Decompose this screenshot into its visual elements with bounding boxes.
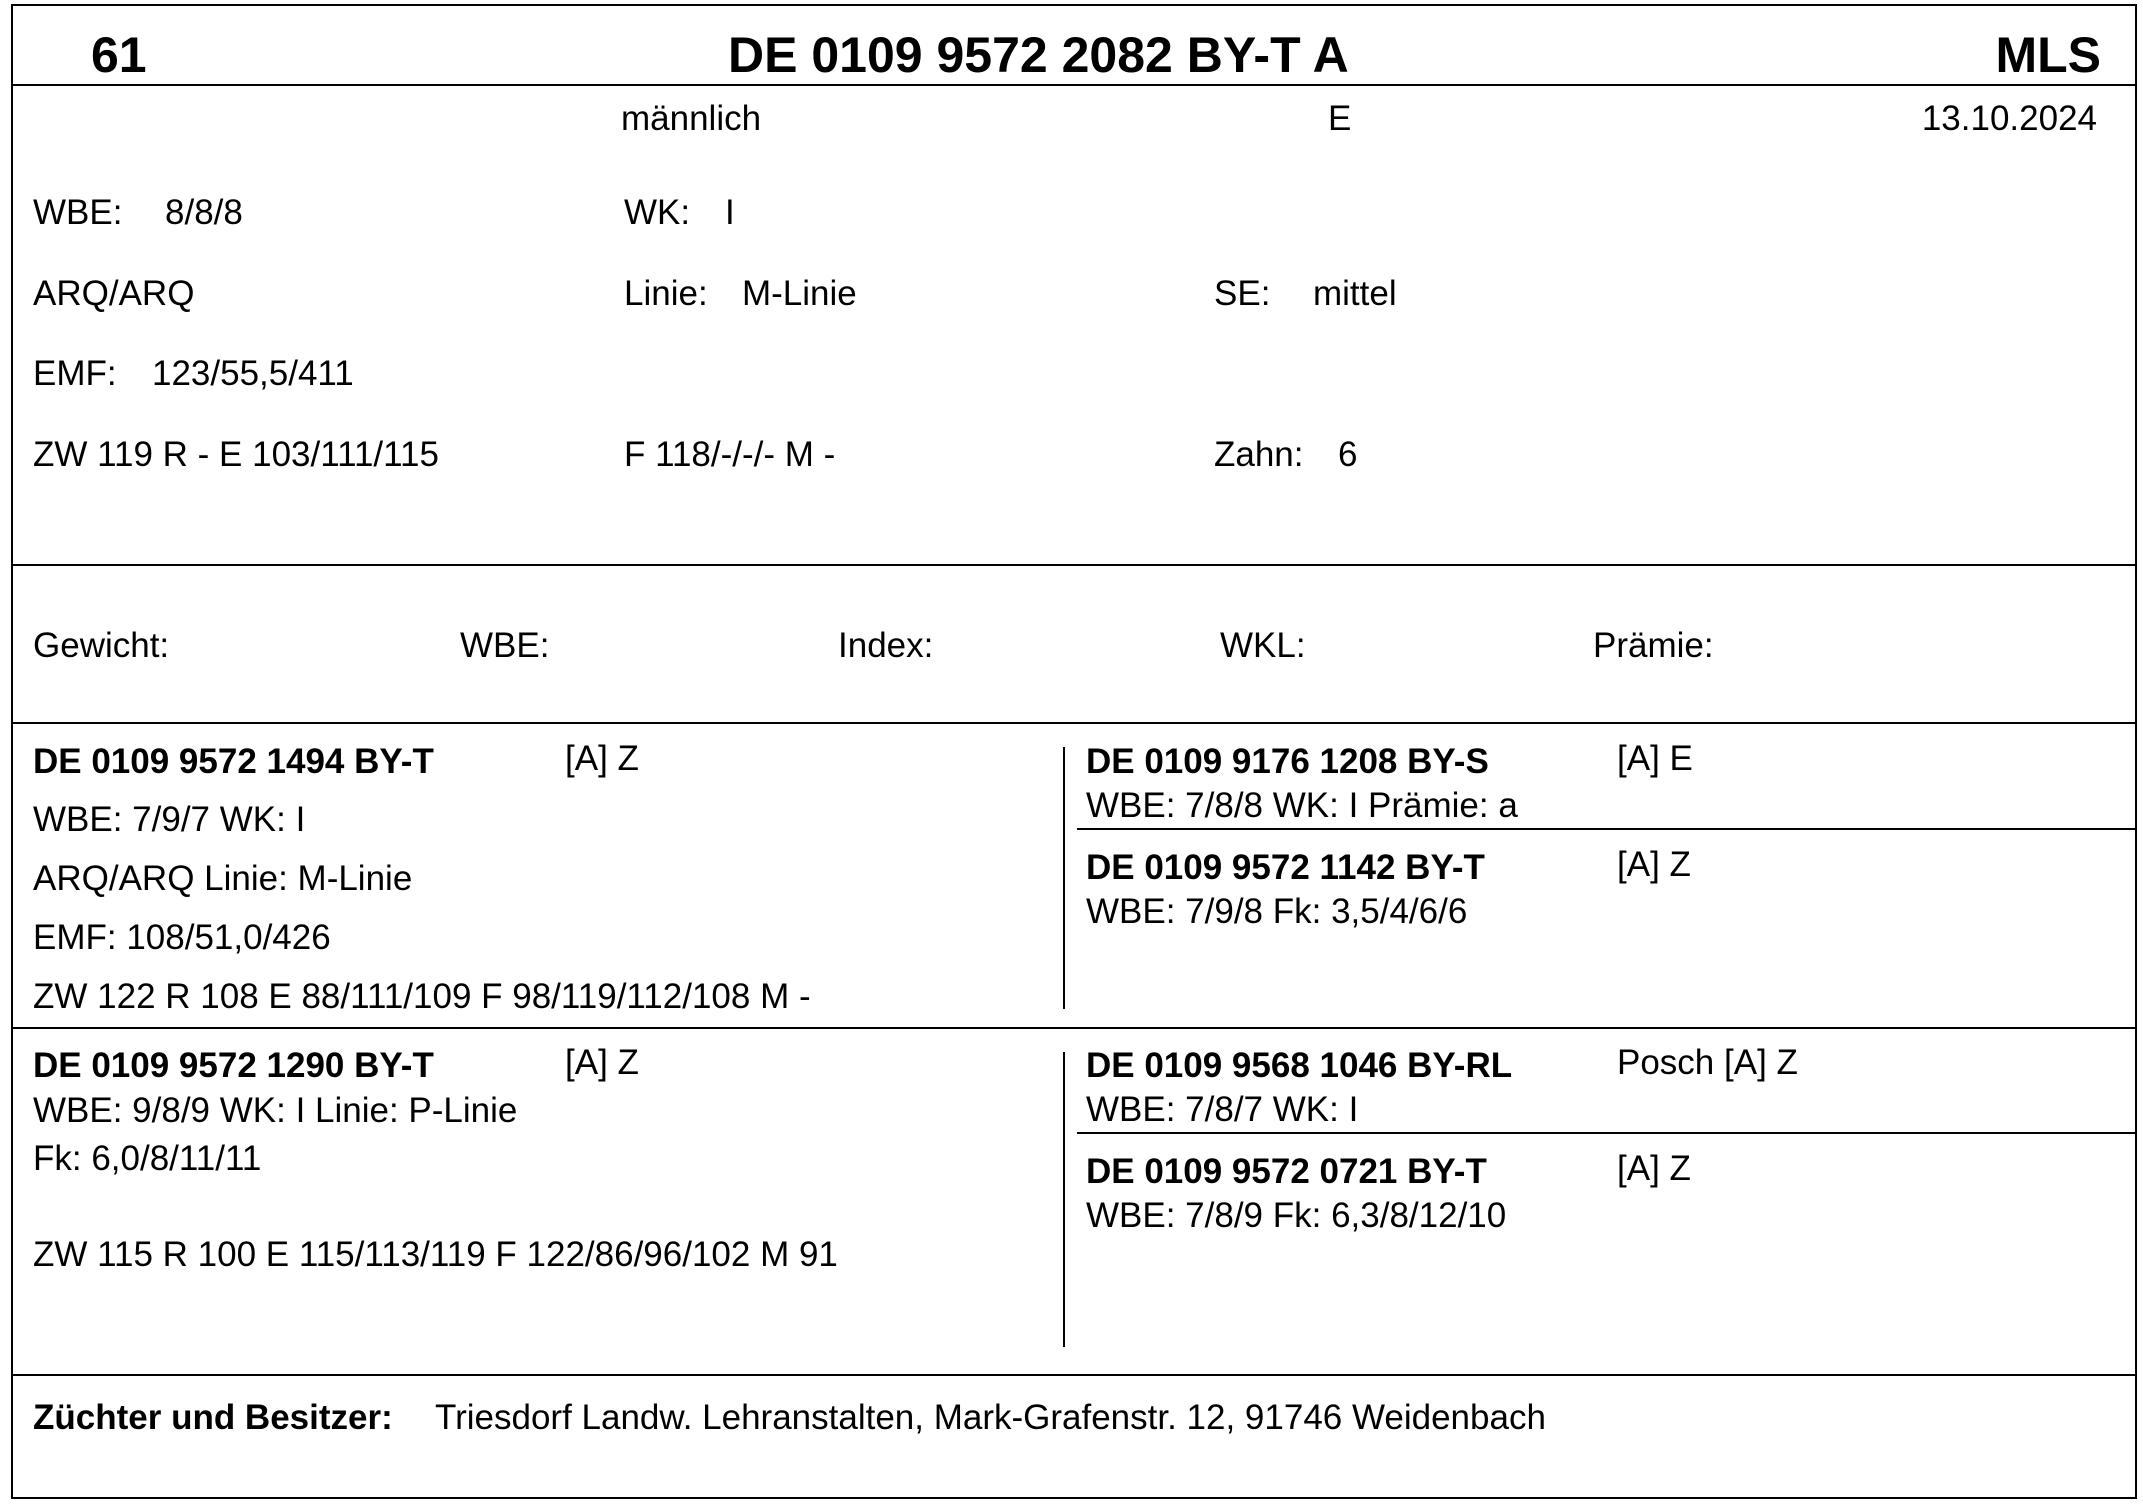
se-value: mittel <box>1313 274 1397 313</box>
dam-line1: WBE: 9/8/9 WK: I Linie: P-Linie <box>33 1091 518 1130</box>
sire-dam-line1: WBE: 7/9/8 Fk: 3,5/4/6/6 <box>1086 892 1468 931</box>
se-label: SE: <box>1214 274 1271 313</box>
sire-tag: DE 0109 9572 1494 BY-T <box>33 742 434 781</box>
sire-sire-tag: DE 0109 9176 1208 BY-S <box>1086 742 1489 781</box>
sire-line4: ZW 122 R 108 E 88/111/109 F 98/119/112/108 M - <box>33 977 811 1016</box>
info-divider <box>13 564 2135 566</box>
dam-column-divider <box>1063 1052 1065 1347</box>
sire-sire-flags: [A] E <box>1617 739 1693 778</box>
sire-dam-flags: [A] Z <box>1617 845 1691 884</box>
sire-grandparent-divider <box>1077 828 2137 830</box>
gewicht-label: Gewicht: <box>33 626 170 665</box>
emf-label: EMF: <box>33 354 117 393</box>
breed-code: MLS <box>1995 27 2101 83</box>
wk-label: WK: <box>624 193 691 232</box>
index-label: Index: <box>838 626 934 665</box>
sire-line3: EMF: 108/51,0/426 <box>33 918 331 957</box>
sire-dam-tag: DE 0109 9572 1142 BY-T <box>1086 848 1485 887</box>
dam-sire-line1: WBE: 7/8/7 WK: I <box>1086 1090 1359 1129</box>
dam-tag: DE 0109 9572 1290 BY-T <box>33 1046 434 1085</box>
measure-divider <box>13 722 2135 724</box>
date: 13.10.2024 <box>1921 99 2097 138</box>
dam-sire-tag: DE 0109 9568 1046 BY-RL <box>1086 1046 1513 1085</box>
sex: männlich <box>621 99 762 138</box>
wkl-label: WKL: <box>1220 626 1306 665</box>
f-line: F 118/-/-/- M - <box>624 435 836 474</box>
sire-column-divider <box>1063 747 1065 1009</box>
owner-label: Züchter und Besitzer: <box>33 1398 393 1437</box>
catalog-card <box>11 4 2137 1499</box>
owner-value: Triesdorf Landw. Lehranstalten, Mark-Grafenstr. 12, 91746 Weidenbach <box>435 1398 1546 1437</box>
dam-dam-flags: [A] Z <box>1617 1149 1691 1188</box>
sire-line2: ARQ/ARQ Linie: M-Linie <box>33 859 413 898</box>
zahn-value: 6 <box>1338 435 1358 474</box>
linie-value: M-Linie <box>742 274 857 313</box>
sire-flags: [A] Z <box>565 739 639 778</box>
header-divider <box>13 84 2135 86</box>
dam-dam-line1: WBE: 7/8/9 Fk: 6,3/8/12/10 <box>1086 1196 1507 1235</box>
wk-value: I <box>725 193 735 232</box>
class: E <box>1328 99 1352 138</box>
dam-sire-flags: Posch [A] Z <box>1617 1043 1798 1082</box>
arq: ARQ/ARQ <box>33 274 195 313</box>
sire-line1: WBE: 7/9/7 WK: I <box>33 800 306 839</box>
dam-line3: ZW 115 R 100 E 115/113/119 F 122/86/96/102 M 91 <box>33 1235 838 1274</box>
praemie-label: Prämie: <box>1593 626 1714 665</box>
zw-line: ZW 119 R - E 103/111/115 <box>33 435 439 474</box>
wbe-value: 8/8/8 <box>165 193 243 232</box>
wbe-label: WBE: <box>33 193 123 232</box>
sire-dam-section-divider <box>13 1027 2135 1029</box>
sire-sire-line1: WBE: 7/8/8 WK: I Prämie: a <box>1086 786 1518 825</box>
footer-divider <box>13 1374 2135 1376</box>
measure-wbe-label: WBE: <box>460 626 550 665</box>
dam-dam-tag: DE 0109 9572 0721 BY-T <box>1086 1152 1487 1191</box>
dam-line2: Fk: 6,0/8/11/11 <box>33 1139 262 1178</box>
ear-tag-title: DE 0109 9572 2082 BY-T A <box>728 27 1349 83</box>
linie-label: Linie: <box>624 274 708 313</box>
zahn-label: Zahn: <box>1214 435 1304 474</box>
dam-flags: [A] Z <box>565 1043 639 1082</box>
emf-value: 123/55,5/411 <box>152 354 354 393</box>
lot-number: 61 <box>91 27 147 83</box>
dam-grandparent-divider <box>1077 1132 2137 1134</box>
